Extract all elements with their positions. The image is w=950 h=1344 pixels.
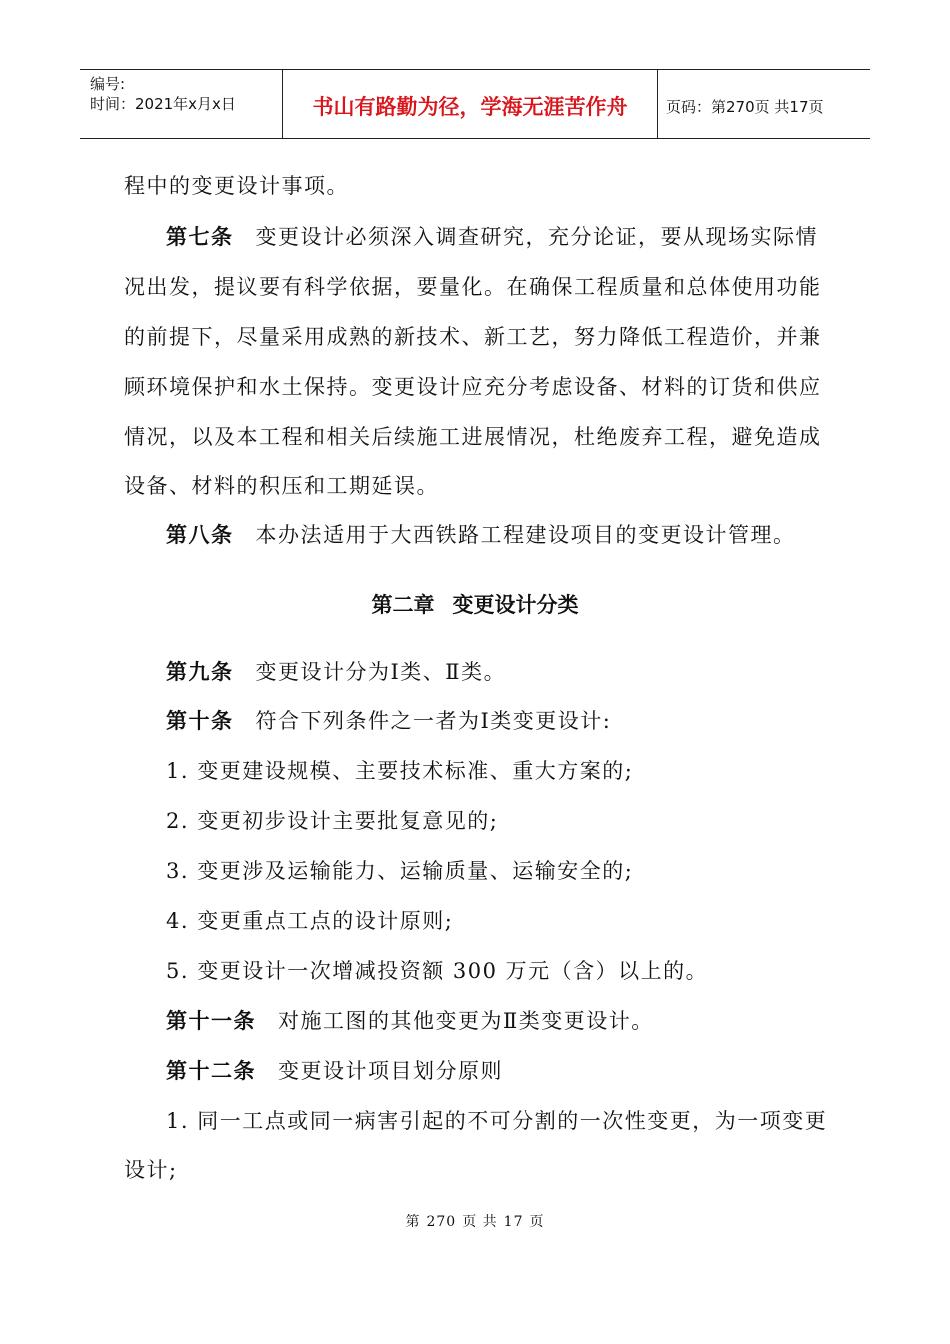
article-text: 变更设计必须深入调查研究，充分论证，要从现场实际情 [255, 225, 818, 249]
time-label: 时间：2021年x月x日 [90, 95, 236, 113]
article-text: 符合下列条件之一者为Ⅰ类变更设计: [255, 709, 612, 733]
header-meta [80, 70, 282, 138]
article-10 [166, 706, 611, 736]
paragraph-line: 设计; [124, 1158, 178, 1182]
list-item: 5. 变更设计一次增减投资额 300 万元（含）以上的。 [166, 959, 709, 983]
header-page-info: 页码：第270页 共17页 [666, 97, 824, 116]
footer-total-pages: 17 [503, 1214, 524, 1230]
chapter-heading [0, 590, 950, 620]
footer-mid: 页 共 [462, 1214, 498, 1230]
list-item: 3. 变更涉及运输能力、运输质量、运输安全的; [166, 859, 634, 883]
article-label: 第七条 [166, 225, 234, 249]
list-item: 4. 变更重点工点的设计原则; [166, 909, 454, 933]
article-text: 对施工图的其他变更为Ⅱ类变更设计。 [278, 1009, 654, 1033]
footer-page-number: 270 [426, 1214, 457, 1230]
paragraph-line: 设备、材料的积压和工期延误。 [124, 474, 439, 498]
footer-suffix: 页 [529, 1214, 545, 1230]
article-8 [166, 520, 796, 550]
paragraph-line: 顾环境保护和水土保持。变更设计应充分考虑设备、材料的订货和供应 [124, 375, 822, 399]
header-motto: 书山有路勤为径，学海无涯苦作舟 [282, 70, 658, 138]
article-7-first-line [166, 222, 818, 252]
article-label: 第十二条 [166, 1059, 256, 1083]
list-item: 2. 变更初步设计主要批复意见的; [166, 809, 499, 833]
article-label: 第八条 [166, 523, 234, 547]
article-9 [166, 657, 506, 687]
article-text: 变更设计项目划分原则 [278, 1059, 503, 1083]
article-12 [166, 1056, 503, 1086]
article-text: 本办法适用于大西铁路工程建设项目的变更设计管理。 [255, 523, 796, 547]
list-item: 1. 同一工点或同一病害引起的不可分割的一次性变更，为一项变更 [166, 1109, 828, 1133]
number-label: 编号: [90, 75, 126, 93]
paragraph-line: 情况，以及本工程和相关后续施工进展情况，杜绝废弃工程，避免造成 [124, 425, 822, 449]
paragraph-line: 况出发，提议要有科学依据，要量化。在确保工程质量和总体使用功能 [124, 275, 822, 299]
list-item: 1. 变更建设规模、主要技术标准、重大方案的; [166, 759, 634, 783]
chapter-title: 变更设计分类 [452, 593, 579, 617]
page-footer [0, 1212, 950, 1232]
article-label: 第九条 [166, 660, 234, 684]
article-label: 第十一条 [166, 1009, 256, 1033]
page-header [80, 69, 870, 139]
paragraph-line: 的前提下，尽量采用成熟的新技术、新工艺，努力降低工程造价，并兼 [124, 325, 822, 349]
chapter-number: 第二章 [371, 593, 435, 617]
article-11 [166, 1006, 654, 1036]
footer-prefix: 第 [405, 1214, 421, 1230]
paragraph-line: 程中的变更设计事项。 [124, 174, 349, 198]
article-label: 第十条 [166, 709, 234, 733]
article-text: 变更设计分为Ⅰ类、Ⅱ类。 [255, 660, 507, 684]
